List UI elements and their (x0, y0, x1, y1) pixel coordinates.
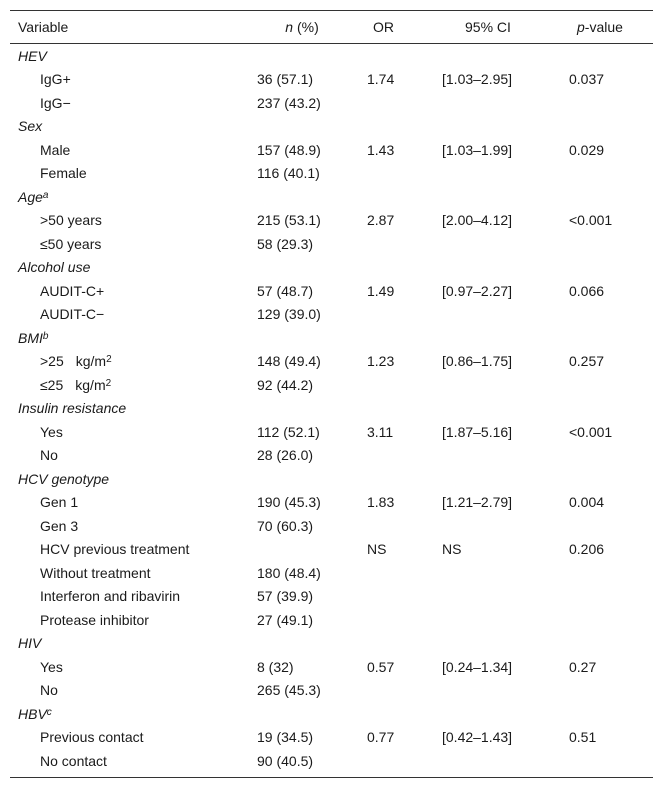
table-row (10, 514, 653, 538)
row-or: 0.77 (367, 729, 395, 746)
row-name (10, 350, 243, 374)
table-row (10, 491, 653, 515)
group-row-insulin (10, 397, 653, 421)
group-label-hbv-text: HBV (18, 705, 47, 722)
row-or: 1.83 (367, 494, 395, 511)
group-label-age (10, 185, 653, 209)
group-label-hev: HEV (18, 47, 47, 64)
row-n: 27 (49.1) (257, 611, 314, 628)
row-n: 148 (49.4) (257, 353, 321, 370)
row-n: 28 (26.0) (257, 447, 314, 464)
bmi-threshold: >25 (40, 353, 64, 370)
row-n: 265 (45.3) (257, 682, 321, 699)
footnote-marker-a: a (42, 189, 49, 201)
row-ci: [1.03–1.99] (442, 141, 513, 158)
row-n: 57 (48.7) (257, 282, 314, 299)
row-or: NS (367, 541, 387, 558)
group-label-alcohol: Alcohol use (18, 259, 91, 276)
bmi-threshold: ≤25 (40, 376, 64, 393)
table-row (10, 655, 653, 679)
row-name: Female (40, 165, 87, 182)
row-n: 70 (60.3) (257, 517, 314, 534)
row-n: 58 (29.3) (257, 235, 314, 252)
row-n: 129 (39.0) (257, 306, 321, 323)
row-ci: [1.03–2.95] (442, 71, 513, 88)
bmi-unit: kg/m (75, 353, 107, 370)
table-row (10, 68, 653, 92)
row-n: 215 (53.1) (257, 212, 321, 229)
header-ci: 95% CI (465, 19, 511, 35)
table-row (10, 749, 653, 777)
row-p: 0.037 (569, 71, 605, 88)
row-p: <0.001 (569, 212, 613, 229)
table-header (10, 11, 653, 44)
row-n: 112 (52.1) (257, 423, 320, 440)
row-or: 2.87 (367, 212, 395, 229)
group-row-hev (10, 44, 653, 68)
header-or: OR (373, 19, 394, 35)
header-n-rest: (%) (293, 19, 319, 35)
row-n: 190 (45.3) (257, 494, 321, 511)
row-p: 0.066 (569, 282, 605, 299)
row-name: Gen 3 (40, 517, 79, 534)
row-ci: [0.97–2.27] (442, 282, 513, 299)
header-p-italic: p (577, 19, 585, 35)
row-name: Previous contact (40, 729, 144, 746)
row-n (243, 538, 361, 562)
table-row (10, 232, 653, 256)
row-or: 1.49 (367, 282, 395, 299)
group-label-hiv: HIV (18, 635, 42, 652)
group-row-alcohol (10, 256, 653, 280)
group-label-insulin: Insulin resistance (18, 400, 127, 417)
header-row (10, 11, 653, 44)
row-n: 157 (48.9) (257, 141, 321, 158)
header-n-italic: n (285, 19, 294, 35)
bmi-unit-exponent: 2 (106, 354, 112, 366)
header-n-percent (243, 11, 361, 44)
row-name: AUDIT-C− (40, 306, 105, 323)
row-or: 1.74 (367, 71, 395, 88)
bmi-unit: kg/m (75, 376, 106, 393)
table-row (10, 303, 653, 327)
table-row (10, 444, 653, 468)
row-name: No (40, 447, 58, 464)
row-n: 8 (32) (257, 658, 294, 675)
row-name: Interferon and ribavirin (40, 588, 181, 605)
row-n: 180 (48.4) (257, 564, 321, 581)
row-name: Gen 1 (40, 494, 79, 511)
row-name: ≤50 years (40, 235, 102, 252)
row-p: 0.257 (569, 353, 605, 370)
group-label-age-text: Age (18, 188, 43, 205)
table-row (10, 679, 653, 703)
row-ci: [0.86–1.75] (442, 353, 513, 370)
group-row-sex (10, 115, 653, 139)
row-name: No (40, 682, 58, 699)
table-row (10, 162, 653, 186)
row-name (10, 373, 243, 397)
row-or: 1.23 (367, 353, 395, 370)
row-n: 57 (39.9) (257, 588, 314, 605)
group-row-age (10, 185, 653, 209)
row-name: Yes (40, 658, 63, 675)
results-table-container (10, 10, 653, 778)
header-p-rest: -value (584, 19, 623, 35)
row-p: 0.206 (569, 541, 605, 558)
group-label-hcv: HCV genotype (18, 470, 110, 487)
row-name: HCV previous treatment (40, 541, 190, 558)
row-n: 36 (57.1) (257, 71, 314, 88)
group-row-hcv (10, 467, 653, 491)
group-label-hbv (10, 702, 653, 726)
group-row-bmi (10, 326, 653, 350)
row-n: 19 (34.5) (257, 729, 314, 746)
row-or: 3.11 (367, 423, 394, 440)
row-ci: [0.24–1.34] (442, 658, 513, 675)
header-variable: Variable (18, 19, 69, 35)
group-row-hiv (10, 632, 653, 656)
table-row (10, 350, 653, 374)
table-row (10, 585, 653, 609)
row-p: 0.51 (569, 729, 597, 746)
table-row (10, 538, 653, 562)
table-row (10, 138, 653, 162)
row-n: 237 (43.2) (257, 94, 321, 111)
row-p: 0.004 (569, 494, 605, 511)
row-name: Male (40, 141, 71, 158)
row-name: AUDIT-C+ (40, 282, 105, 299)
row-name: IgG+ (40, 71, 71, 88)
table-body (10, 44, 653, 778)
row-p: 0.27 (569, 658, 597, 675)
group-label-bmi-text: BMI (18, 329, 43, 346)
group-label-bmi (10, 326, 653, 350)
row-name: Protease inhibitor (40, 611, 149, 628)
row-n: 92 (44.2) (257, 376, 314, 393)
row-ci: [1.21–2.79] (442, 494, 513, 511)
table-row (10, 279, 653, 303)
row-name: Without treatment (40, 564, 151, 581)
group-label-sex: Sex (18, 118, 43, 135)
univariate-analysis-table (10, 10, 653, 778)
row-p: 0.029 (569, 141, 605, 158)
row-name: No contact (40, 752, 107, 769)
row-p: <0.001 (569, 423, 613, 440)
bmi-unit-exponent: 2 (105, 377, 112, 389)
table-row (10, 209, 653, 233)
footnote-marker-b: b (42, 330, 49, 342)
table-row (10, 561, 653, 585)
row-ci: [0.42–1.43] (442, 729, 513, 746)
table-row (10, 91, 653, 115)
row-ci: NS (442, 541, 462, 558)
row-name: Yes (40, 423, 63, 440)
group-row-hbv (10, 702, 653, 726)
row-n: 116 (40.1) (257, 165, 320, 182)
row-n: 90 (40.5) (257, 752, 314, 769)
row-or: 0.57 (367, 658, 395, 675)
table-row (10, 373, 653, 397)
table-row (10, 420, 653, 444)
table-row (10, 608, 653, 632)
header-p-value (561, 11, 653, 44)
row-ci: [2.00–4.12] (442, 212, 513, 229)
row-or: 1.43 (367, 141, 395, 158)
footnote-marker-c: c (46, 706, 52, 718)
table-row (10, 726, 653, 750)
row-name: >50 years (40, 212, 102, 229)
row-name: IgG− (40, 94, 71, 111)
row-ci: [1.87–5.16] (442, 423, 513, 440)
